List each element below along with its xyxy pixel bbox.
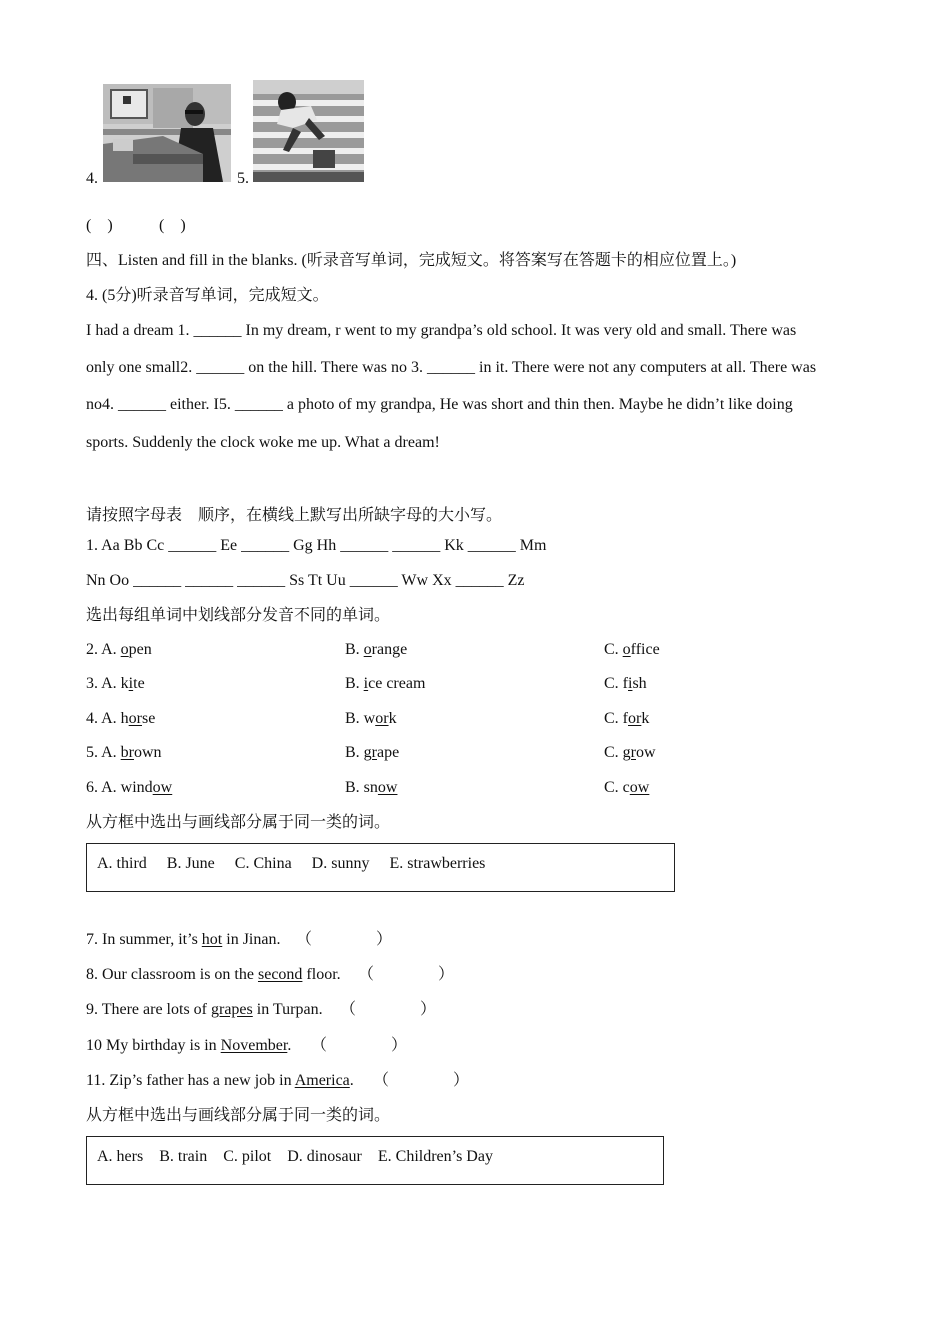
option-a: 2. A. open [86, 641, 152, 658]
passage-line: only one small2. ______ on the hill. There was no 3. ______ in it. There were not any computers at all. There was [86, 359, 817, 376]
option-b: B. snow [345, 779, 398, 796]
picture-4-number: 4. [86, 170, 98, 187]
option-a: 3. A. kite [86, 675, 145, 692]
option-a: 5. A. brown [86, 744, 162, 761]
answer-paren[interactable]: （ ） [373, 1072, 470, 1089]
answer-paren[interactable]: （ ） [311, 1037, 408, 1054]
word-box-1 [86, 843, 675, 892]
option-a: 4. A. horse [86, 710, 156, 727]
sentence: 11. Zip’s father has a new job in America. [86, 1072, 354, 1089]
phonics-instruction: 选出每组单词中划线部分发音不同的单词。 [86, 607, 391, 624]
picture-5-number: 5. [237, 170, 249, 187]
picture-5-answer-paren: ( ) [159, 217, 186, 234]
alphabet-instruction: 请按照字母表 顺序，在横线上默写出所缺字母的大小写。 [86, 507, 503, 524]
option-b: B. ice cream [345, 675, 426, 692]
sentence: 7. In summer, it’s hot in Jinan. [86, 931, 281, 948]
option-c: C. fork [604, 710, 650, 727]
sentence: 8. Our classroom is on the second floor. [86, 966, 341, 983]
category-instruction-2: 从方框中选出与画线部分属于同一类的词。 [86, 1107, 391, 1124]
passage-line: no4. ______ either. I5. ______ a photo of my grandpa, He was short and thin then. Maybe he didn’t like doing [86, 396, 793, 413]
category-instruction-1: 从方框中选出与画线部分属于同一类的词。 [86, 814, 391, 831]
alphabet-line-1: 1. Aa Bb Cc ______ Ee ______ Gg Hh ______ ______ Kk ______ Mm [86, 537, 547, 554]
option-c: C. fish [604, 675, 647, 692]
option-b: B. orange [345, 641, 408, 658]
section4-heading: 四、Listen and fill in the blanks. (听录音写单词，完成短文。将答案写在答题卡的相应位置上。) [86, 252, 737, 269]
answer-paren[interactable]: （ ） [340, 1001, 437, 1018]
answer-paren[interactable]: （ ） [358, 966, 455, 983]
passage-line: sports. Suddenly the clock woke me up. What a dream! [86, 434, 440, 451]
word-box-2-text: A. hers B. train C. pilot D. dinosaur E. Children’s Day [97, 1148, 493, 1165]
word-box-2 [86, 1136, 664, 1185]
picture-5-photo [253, 80, 364, 182]
passage-line: I had a dream 1. ______ In my dream, r went to my grandpa’s old school. It was very old and small. There was [86, 322, 797, 339]
picture-4-answer-paren: ( ) [86, 217, 113, 234]
sentence: 10 My birthday is in November. [86, 1037, 292, 1054]
picture-4-photo [103, 84, 231, 182]
option-a: 6. A. window [86, 779, 173, 796]
sentence: 9. There are lots of grapes in Turpan. [86, 1001, 323, 1018]
answer-paren[interactable]: （ ） [296, 931, 393, 948]
alphabet-line-2: Nn Oo ______ ______ ______ Ss Tt Uu ______ Ww Xx ______ Zz [86, 572, 525, 589]
option-b: B. work [345, 710, 397, 727]
option-c: C. cow [604, 779, 650, 796]
option-c: C. office [604, 641, 660, 658]
word-box-1-text: A. third B. June C. China D. sunny E. strawberries [97, 855, 486, 872]
option-c: C. grow [604, 744, 656, 761]
q4-intro: 4. (5分)听录音写单词，完成短文。 [86, 287, 329, 304]
option-b: B. grape [345, 744, 400, 761]
